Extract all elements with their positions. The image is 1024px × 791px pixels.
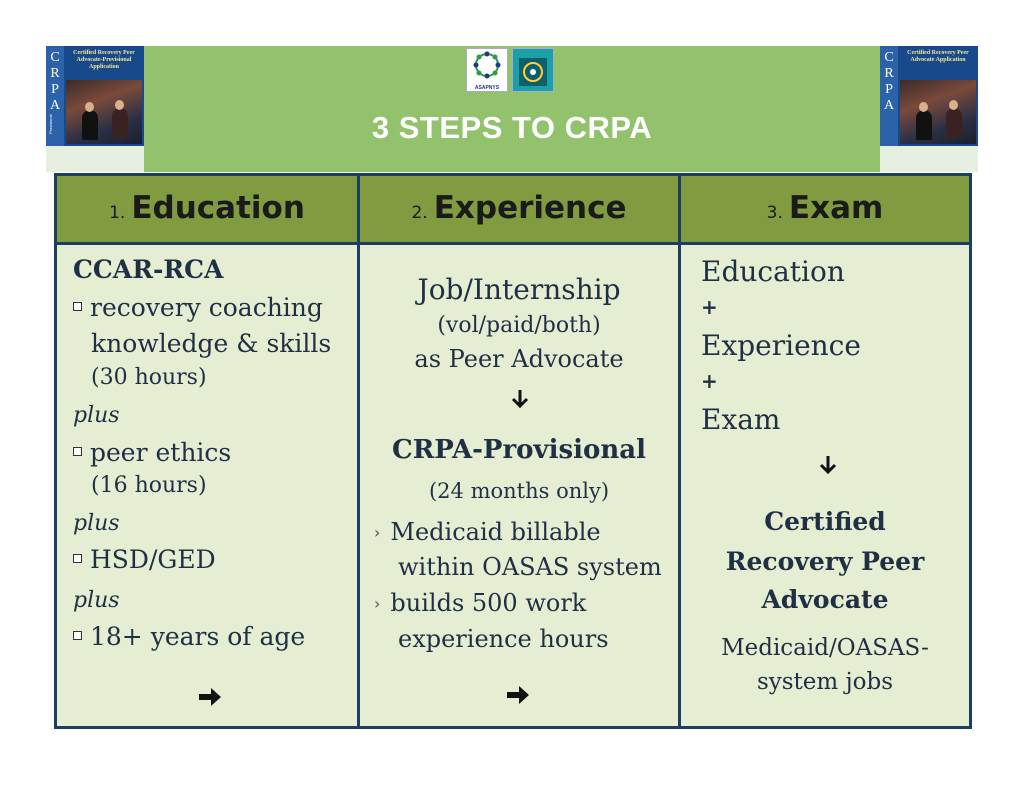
connector-plus: plus bbox=[73, 511, 120, 536]
hours: (16 hours) bbox=[91, 473, 207, 498]
experience-line: Job/Internship bbox=[417, 273, 621, 306]
checkbox-bullet-icon bbox=[73, 447, 82, 456]
jobs-line: system jobs bbox=[756, 669, 894, 695]
column-header bbox=[360, 176, 678, 242]
cover-side-text: Provisional bbox=[48, 114, 53, 134]
requirement: Education bbox=[701, 255, 845, 288]
plus-sign: + bbox=[701, 295, 718, 319]
cover-photo bbox=[900, 80, 976, 144]
brochure-cover-left bbox=[46, 46, 144, 172]
logo-label: ASAPNYS bbox=[474, 85, 500, 91]
steps-table bbox=[54, 173, 972, 729]
program-name: CCAR-RCA bbox=[73, 255, 224, 284]
result-line: Certified bbox=[764, 507, 886, 536]
list-item: › Medicaid billable bbox=[374, 518, 601, 546]
cover-title: Certified Recovery Peer Advocate Application bbox=[907, 50, 969, 63]
chevron-right-icon: › bbox=[374, 523, 381, 542]
column-header bbox=[681, 176, 969, 242]
requirement: Exam bbox=[701, 403, 781, 436]
step-experience bbox=[360, 176, 678, 726]
result-line: Recovery Peer bbox=[725, 547, 925, 576]
hours: (30 hours) bbox=[91, 365, 207, 390]
arrow-down-icon bbox=[818, 454, 838, 480]
list-item: HSD/GED bbox=[73, 545, 216, 574]
duration: (24 months only) bbox=[428, 479, 610, 503]
page-title: 3 STEPS TO CRPA bbox=[371, 110, 653, 145]
cover-title: Certified Recovery Peer Advocate-Provisional Application bbox=[73, 50, 135, 70]
jobs-line: Medicaid/OASAS- bbox=[721, 635, 929, 661]
cover-letter: R bbox=[884, 66, 894, 81]
connector-plus: plus bbox=[73, 588, 120, 613]
asapnys-logo-icon bbox=[466, 48, 508, 92]
experience-line: as Peer Advocate bbox=[414, 345, 624, 373]
step-number: 1. bbox=[109, 203, 126, 223]
checkbox-bullet-icon bbox=[73, 302, 82, 311]
column-body bbox=[360, 245, 678, 726]
cover-letter: A bbox=[49, 98, 61, 113]
chevron-right-icon: › bbox=[374, 594, 381, 613]
step-heading: Education bbox=[131, 190, 305, 226]
step-heading: Exam bbox=[788, 190, 884, 226]
certification-board-logo-icon bbox=[512, 48, 554, 92]
cover-letter: C bbox=[50, 50, 60, 65]
header-banner bbox=[46, 46, 978, 172]
result-line: Advocate bbox=[761, 585, 889, 614]
cover-letter: C bbox=[884, 50, 894, 65]
list-item: recovery coaching bbox=[73, 293, 323, 322]
connector-plus: plus bbox=[73, 403, 120, 428]
cover-letter: P bbox=[51, 82, 59, 97]
checkbox-bullet-icon bbox=[73, 631, 82, 640]
cover-letter: R bbox=[50, 66, 60, 81]
list-item-cont: within OASAS system bbox=[398, 553, 662, 581]
column-header bbox=[57, 176, 357, 242]
step-number: 2. bbox=[411, 203, 428, 223]
step-heading: Experience bbox=[433, 190, 627, 226]
credential-name: CRPA-Provisional bbox=[392, 435, 646, 465]
logos bbox=[466, 48, 558, 90]
column-body bbox=[57, 245, 357, 726]
brochure-cover-right bbox=[880, 46, 978, 172]
list-item: peer ethics bbox=[73, 438, 231, 467]
list-item: › builds 500 work bbox=[374, 589, 587, 617]
arrow-right-icon bbox=[197, 685, 223, 713]
arrow-down-icon bbox=[510, 388, 530, 414]
list-item-cont: knowledge & skills bbox=[91, 329, 332, 358]
cover-letter: A bbox=[883, 98, 895, 113]
plus-sign: + bbox=[701, 369, 718, 393]
column-body bbox=[681, 245, 969, 726]
cover-letter: P bbox=[885, 82, 893, 97]
checkbox-bullet-icon bbox=[73, 554, 82, 563]
arrow-right-icon bbox=[505, 683, 531, 711]
experience-line: (vol/paid/both) bbox=[437, 313, 601, 338]
step-exam bbox=[681, 176, 969, 726]
requirement: Experience bbox=[701, 329, 861, 362]
step-education bbox=[57, 176, 357, 726]
list-item: 18+ years of age bbox=[73, 622, 305, 651]
list-item-cont: experience hours bbox=[398, 625, 609, 653]
step-number: 3. bbox=[766, 203, 783, 223]
